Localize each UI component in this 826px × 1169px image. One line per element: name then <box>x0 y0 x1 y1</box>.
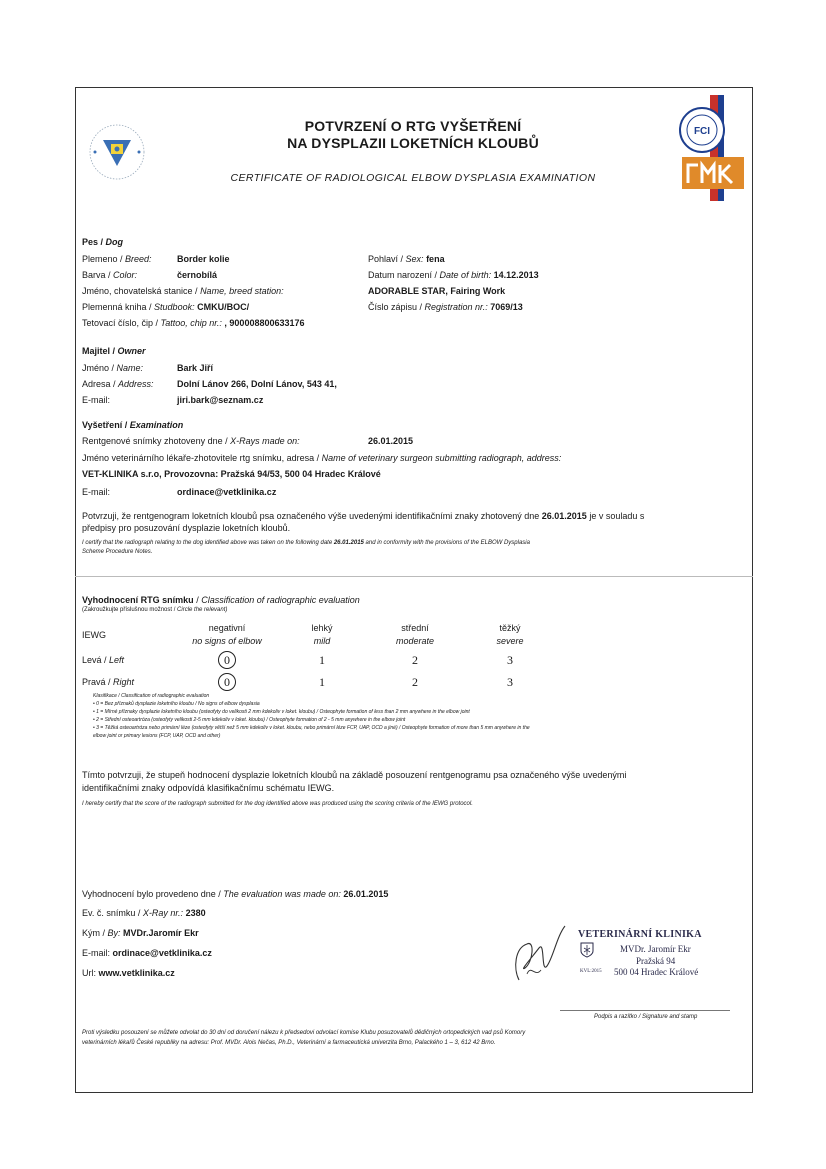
dog-name-value: ADORABLE STAR, Fairing Work <box>368 286 506 296</box>
stamp-title: VETERINÁRNÍ KLINIKA <box>578 929 702 940</box>
selected-grade-circle: 0 <box>218 651 236 669</box>
dob-field: Datum narození / Date of birth: 14.12.2013 <box>368 270 539 280</box>
col-negative-cz: negativní <box>208 623 246 633</box>
certificate-frame <box>75 87 753 1093</box>
left-grade-3[interactable]: 3 <box>507 653 513 667</box>
legend-item-0: • 0 = Bez příznaků dysplazie loketního kloubu / No signs of elbow dysplasia <box>93 701 260 707</box>
breed-value: Border kolie <box>177 254 230 264</box>
right-grade-0[interactable] <box>218 673 236 691</box>
eval-date-field: Vyhodnocení bylo provedeno dne / The evaluation was made on: 26.01.2015 <box>82 889 389 899</box>
owner-name-label: Jméno / Name: <box>82 363 144 373</box>
fci-label: FCI <box>693 126 711 137</box>
owner-email-label: E-mail: <box>82 395 111 405</box>
row-right-label: Pravá / Right <box>82 677 135 687</box>
owner-heading: Majitel / Owner <box>82 346 146 356</box>
confirm-cz-line-2: předpisy pro posuzování dysplazie loketních kloubů. <box>82 523 291 533</box>
certify-cz-line-2: identifikačními znaky odpovídá klasifikačnímu schématu IEWG. <box>82 783 335 793</box>
left-grade-1[interactable]: 1 <box>319 653 325 667</box>
col-severe-en: severe <box>496 636 524 646</box>
confirm-en-line-1: I certify that the radiograph relating to the dog identified above was taken on the following date 26.01.2015 and in conformity with the provisions of the ELBOW Dysplasia <box>82 540 530 546</box>
row-left-label: Levá / Left <box>82 655 125 665</box>
vet-label: Jméno veterinárního lékaře-zhotovitele rtg snímku, adresa / Name of veterinary surgeon submitting radiograph, address: <box>82 453 562 463</box>
dog-heading: Pes / Dog <box>82 237 124 247</box>
sex-field: Pohlaví / Sex: fena <box>368 254 445 264</box>
subtitle: CERTIFICATE OF RADIOLOGICAL ELBOW DYSPLASIA EXAMINATION <box>230 172 596 184</box>
xray-nr-field: Ev. č. snímku / X-Ray nr.: 2380 <box>82 908 206 918</box>
exam-email-label: E-mail: <box>82 487 111 497</box>
right-grade-3[interactable]: 3 <box>507 675 513 689</box>
left-grade-2[interactable]: 2 <box>412 653 418 667</box>
confirm-cz-line-1: Potvrzuji, že rentgenogram loketních kloubů psa označeného výše uvedenými identifikačními znaky zhotovený dne 26.01.2015 je v souladu s <box>82 511 645 521</box>
caduceus-icon <box>580 942 594 958</box>
exam-email-value: ordinace@vetklinika.cz <box>177 487 277 497</box>
vet-value: VET-KLINIKA s.r.o, Provozovna: Pražská 94/53, 500 04 Hradec Králové <box>82 469 381 479</box>
col-negative-en: no signs of elbow <box>192 636 262 646</box>
footer-url-field: Url: www.vetklinika.cz <box>82 968 175 978</box>
tattoo-field: Tetovací číslo, čip / Tattoo, chip nr.: , 900008800633176 <box>82 318 305 328</box>
owner-address-label: Adresa / Address: <box>82 379 154 389</box>
certify-en: I hereby certify that the score of the radiograph submitted for the dog identified above was produced using the scoring criteria of the IEWG protocol. <box>82 801 473 807</box>
legend-item-2: • 2 = Střední osteoartróza (osteofyty velikosti 2-5 mm kdekoliv v loket. kloubu) / Osteophyte formation of 2 - 5 mm anywhere in the elbow joint <box>93 717 406 723</box>
appeal-line-2: veterinárních lékařů České republiky na adresu: Prof. MVDr. Alois Nečas, Ph.D., Veterinární a farmaceutická univerzita Brno, Palackého 1 – 3, 612 42 Brno. <box>82 1040 496 1046</box>
stamp-street: Pražská 94 <box>636 956 676 966</box>
studbook-field: Plemenná kniha / Studbook: CMKU/BOC/ <box>82 302 250 312</box>
name-label: Jméno, chovatelská stanice / Name, breed station: <box>82 286 284 296</box>
left-grade-0[interactable] <box>218 651 236 669</box>
stamp-doctor: MVDr. Jaromír Ekr <box>620 944 691 954</box>
signature-line <box>560 1010 730 1011</box>
scheme-label: IEWG <box>82 630 106 640</box>
col-severe-cz: těžký <box>499 623 521 633</box>
col-moderate-en: moderate <box>395 636 435 646</box>
col-mild-en: mild <box>313 636 331 646</box>
col-mild-cz: lehký <box>311 623 333 633</box>
confirm-en-line-2: Scheme Procedure Notes. <box>82 549 153 555</box>
exam-heading: Vyšetření / Examination <box>82 420 184 430</box>
right-grade-1[interactable]: 1 <box>319 675 325 689</box>
color-value: černobílá <box>177 270 218 280</box>
owner-email-value: jiri.bark@seznam.cz <box>177 395 264 405</box>
signature-image <box>505 918 575 988</box>
certify-cz-line-1: Tímto potvrzuji, že stupeň hodnocení dysplazie loketních kloubů na základě posouzení rentgenogramu psa označeného výše uvedenými <box>82 770 627 780</box>
section-divider <box>75 576 753 577</box>
legend-item-4: elbow joint or primary lesions (FCP, UAP, OCD and other) <box>93 733 221 739</box>
owner-name-value: Bark Jiří <box>177 363 214 373</box>
right-grade-2[interactable]: 2 <box>412 675 418 689</box>
legend-item-1: • 1 = Mírné příznaky dysplazie loketního kloubu (osteofyty do velikosti 2 mm kdekoliv v loket. kloubu) / Osteophyte formation of less than 2 mm anywhere in the elbow joint <box>93 709 470 715</box>
title-line-1: POTVRZENÍ O RTG VYŠETŘENÍ <box>304 118 522 134</box>
owner-address-value: Dolní Lánov 266, Dolní Lánov, 543 41, <box>177 379 337 389</box>
appeal-line-1: Proti výsledku posouzení se můžete odvolat do 30 dní od doručení nálezu k předsedovi odvolací komise Klubu posuzovatelů dědičných ortopedických vad psů Komory <box>82 1030 526 1036</box>
xray-date-label: Rentgenové snímky zhotoveny dne / X-Rays made on: <box>82 436 300 446</box>
col-moderate-cz: střední <box>401 623 429 633</box>
selected-grade-circle: 0 <box>218 673 236 691</box>
title-line-2: NA DYSPLAZII LOKETNÍCH KLOUBŮ <box>287 135 539 151</box>
stamp-code: KVL:2015 <box>580 969 602 974</box>
circle-note: (Zakroužkujte příslušnou možnost / Circle the relevant) <box>82 607 228 613</box>
color-label: Barva / Color: <box>82 270 138 280</box>
footer-email-field: E-mail: ordinace@vetklinika.cz <box>82 948 212 958</box>
xray-date-value: 26.01.2015 <box>368 436 414 446</box>
breed-label: Plemeno / Breed: <box>82 254 152 264</box>
signature-caption: Podpis a razítko / Signature and stamp <box>594 1014 698 1020</box>
evaluation-heading: Vyhodnocení RTG snímku / Classification of radiographic evaluation <box>82 595 360 605</box>
legend-title: Klasifikace / Classification of radiographic evaluation <box>93 693 210 699</box>
legend-item-3: • 3 = Těžká osteoartróza nebo primární léze (osteofyty větší než 5 mm kdekoliv v loket. kloubu, nebo primární léze FCP, UAP, OCD a jiné) / Osteophyte formation of more than 5 mm anywhere in the <box>93 725 530 731</box>
stamp-city: 500 04 Hradec Králové <box>614 967 699 977</box>
evaluator-field: Kým / By: MVDr.Jaromír Ekr <box>82 928 199 938</box>
registration-field: Číslo zápisu / Registration nr.: 7069/13 <box>368 302 523 312</box>
